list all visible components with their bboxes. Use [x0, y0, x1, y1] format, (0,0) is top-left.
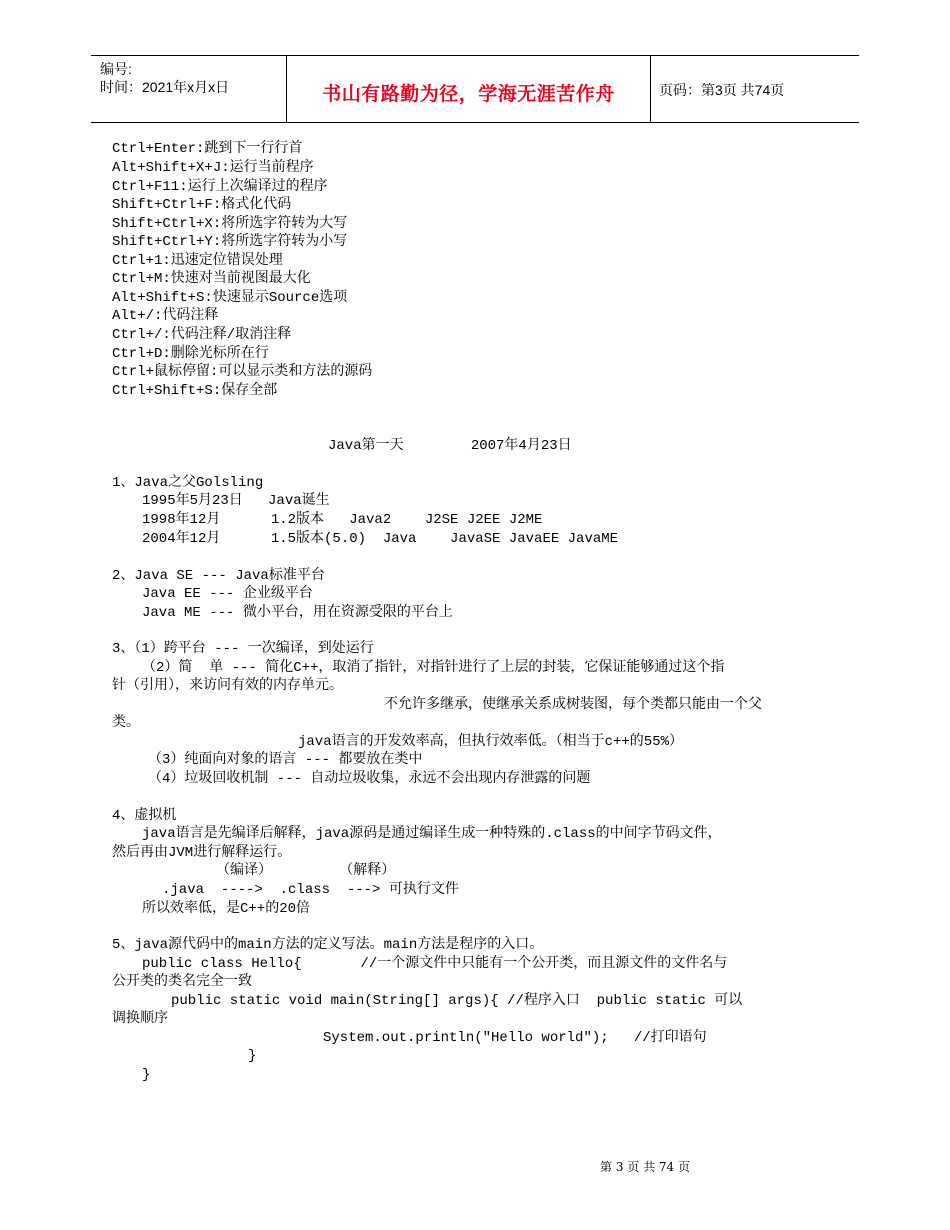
shortcut-line: Shift+Ctrl+Y:将所选字符转为小写 — [112, 234, 348, 250]
text-line: 针（引用），来访问有效的内存单元。 — [112, 678, 343, 694]
shortcut-line: Ctrl+/:代码注释/取消注释 — [112, 327, 292, 343]
text-line: .java ----> .class ---> 可执行文件 — [162, 882, 459, 898]
shortcut-line: Alt+/:代码注释 — [112, 308, 219, 324]
code-line: } — [142, 1067, 151, 1083]
text-line: 公开类的类名完全一致 — [112, 974, 252, 990]
text-line: 3、（1）跨平台 --- 一次编译，到处运行 — [112, 641, 374, 657]
shortcut-line: Shift+Ctrl+X:将所选字符转为大写 — [112, 216, 348, 232]
text-line: 类。 — [112, 715, 140, 731]
text-line: 2004年12月 1.5版本(5.0) Java JavaSE JavaEE JavaME — [142, 531, 619, 547]
shortcut-line: Shift+Ctrl+F:格式化代码 — [112, 197, 292, 213]
code-line: System.out.println("Hello world"); //打印语句 — [323, 1030, 707, 1046]
shortcut-line: Ctrl+M:快速对当前视图最大化 — [112, 271, 311, 287]
page-header — [91, 55, 859, 123]
code-line: } — [248, 1048, 257, 1064]
page-footer: 第 3 页 共 74 页 — [600, 1160, 690, 1174]
text-line: java语言是先编译后解释，java源码是通过编译生成一种特殊的.class的中间字节码文件， — [142, 826, 722, 842]
shortcut-line: Ctrl+Enter:跳到下一行行首 — [112, 141, 303, 157]
shortcut-line: Ctrl+1:迅速定位错误处理 — [112, 253, 283, 269]
text-line: （4）垃圾回收机制 --- 自动垃圾收集，永远不会出现内存泄露的问题 — [148, 771, 591, 787]
shortcut-line: Alt+Shift+S:快速显示Source选项 — [112, 290, 348, 306]
header-left-cell — [91, 56, 286, 122]
text-line: java语言的开发效率高，但执行效率低。（相当于c++的55%） — [298, 734, 684, 750]
text-line: （2）简 单 --- 简化C++，取消了指针，对指针进行了上层的封装，它保证能够通过这个指 — [142, 660, 725, 676]
code-line: public static void main(String[] args){ //程序入口 public static 可以 — [171, 993, 743, 1009]
page-label: 页码：第3页 共74页 — [659, 82, 785, 98]
shortcut-line: Ctrl+Shift+S:保存全部 — [112, 383, 278, 399]
text-line: 然后再由JVM进行解释运行。 — [112, 845, 292, 861]
header-motto-cell — [286, 56, 651, 122]
shortcut-line: Ctrl+D:删除光标所在行 — [112, 346, 269, 362]
text-line: 1998年12月 1.2版本 Java2 J2SE J2EE J2ME — [142, 512, 543, 528]
text-line: 1、Java之父Golsling — [112, 475, 264, 491]
section-title: Java第一天 2007年4月23日 — [328, 438, 572, 454]
text-line: （编译） （解释） — [216, 863, 396, 879]
shortcut-line: Alt+Shift+X+J:运行当前程序 — [112, 160, 314, 176]
code-line: public class Hello{ //一个源文件中只能有一个公开类，而且源文件的文件名与 — [142, 956, 728, 972]
date-label: 时间：2021年x月x日 — [100, 79, 230, 95]
text-line: Java EE --- 企业级平台 — [142, 586, 313, 602]
header-right-cell — [650, 56, 859, 122]
shortcut-line: Ctrl+鼠标停留:可以显示类和方法的源码 — [112, 364, 373, 380]
text-line: Java ME --- 微小平台，用在资源受限的平台上 — [142, 605, 453, 621]
text-line: （3）纯面向对象的语言 --- 都要放在类中 — [148, 752, 423, 768]
text-line: 1995年5月23日 Java诞生 — [142, 493, 330, 509]
text-line: 所以效率低，是C++的20倍 — [142, 901, 311, 917]
text-line: 4、虚拟机 — [112, 808, 177, 824]
text-line: 2、Java SE --- Java标准平台 — [112, 568, 325, 584]
shortcut-line: Ctrl+F11:运行上次编译过的程序 — [112, 179, 328, 195]
text-line: 调换顺序 — [112, 1011, 168, 1027]
serial-label: 编号: — [100, 61, 132, 77]
text-line: 5、java源代码中的main方法的定义写法。main方法是程序的入口。 — [112, 937, 544, 953]
motto-text: 书山有路勤为径，学海无涯苦作舟 — [322, 83, 615, 105]
text-line: 不允许多继承，使继承关系成树装图，每个类都只能由一个父 — [384, 697, 762, 713]
